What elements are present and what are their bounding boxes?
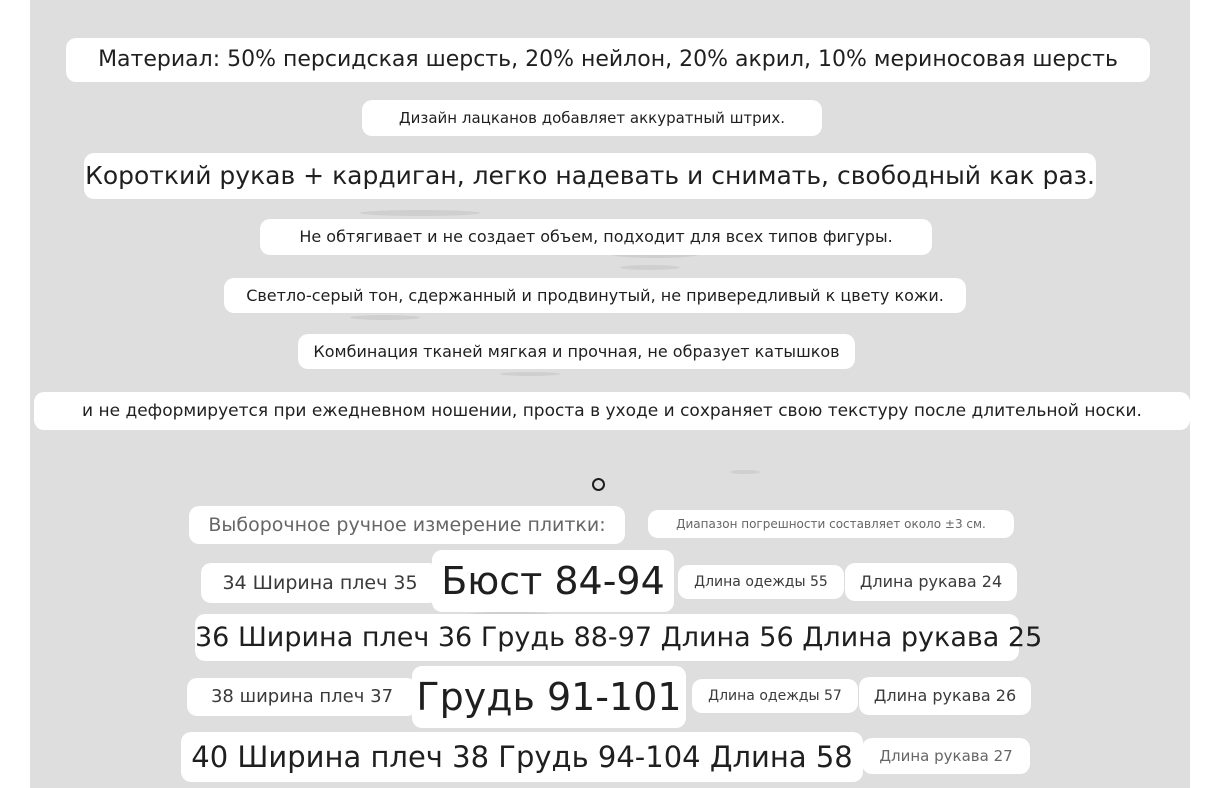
fabric-speck (360, 210, 480, 216)
measurement-title: Выборочное ручное измерение плитки: (189, 506, 625, 544)
material-label: Материал: 50% персидская шерсть, 20% нейлон, 20% акрил, 10% мериносовая шерсть (66, 38, 1150, 82)
size-34-length: Длина одежды 55 (678, 565, 844, 599)
fabric-label: Комбинация тканей мягкая и прочная, не образует катышков (298, 334, 855, 369)
size-40-sleeve: Длина рукава 27 (862, 738, 1030, 774)
size-38-length: Длина одежды 57 (692, 679, 858, 713)
fit-label: Не обтягивает и не создает объем, подходит для всех типов фигуры. (260, 219, 932, 255)
size-36-measurements: 36 Ширина плеч 36 Грудь 88-97 Длина 56 Длина рукава 25 (195, 614, 1019, 661)
bullet-dot-icon (592, 478, 605, 491)
fabric-speck (730, 470, 760, 474)
lapel-label: Дизайн лацканов добавляет аккуратный штрих. (362, 100, 822, 136)
sleeve-cardigan-label: Короткий рукав + кардиган, легко надевать и снимать, свободный как раз. (84, 153, 1096, 199)
size-40-measurements: 40 Ширина плеч 38 Грудь 94-104 Длина 58 (181, 732, 863, 782)
size-34-sleeve: Длина рукава 24 (845, 563, 1017, 601)
fabric-speck (500, 372, 560, 376)
fabric-speck (350, 315, 420, 320)
size-38-bust: Грудь 91-101 (412, 666, 686, 728)
size-34-shoulder: 34 Ширина плеч 35 (201, 563, 439, 603)
tone-label: Светло-серый тон, сдержанный и продвинутый, не привередливый к цвету кожи. (224, 278, 966, 313)
fabric-speck (620, 265, 680, 270)
size-38-sleeve: Длина рукава 26 (859, 677, 1031, 715)
size-38-shoulder: 38 ширина плеч 37 (187, 678, 417, 716)
size-34-bust: Бюст 84-94 (432, 550, 674, 612)
care-label: и не деформируется при ежедневном ношении, проста в уходе и сохраняет свою текстуру после длительной носки. (34, 392, 1190, 430)
measurement-error-note: Диапазон погрешности составляет около ±3 см. (648, 510, 1014, 538)
